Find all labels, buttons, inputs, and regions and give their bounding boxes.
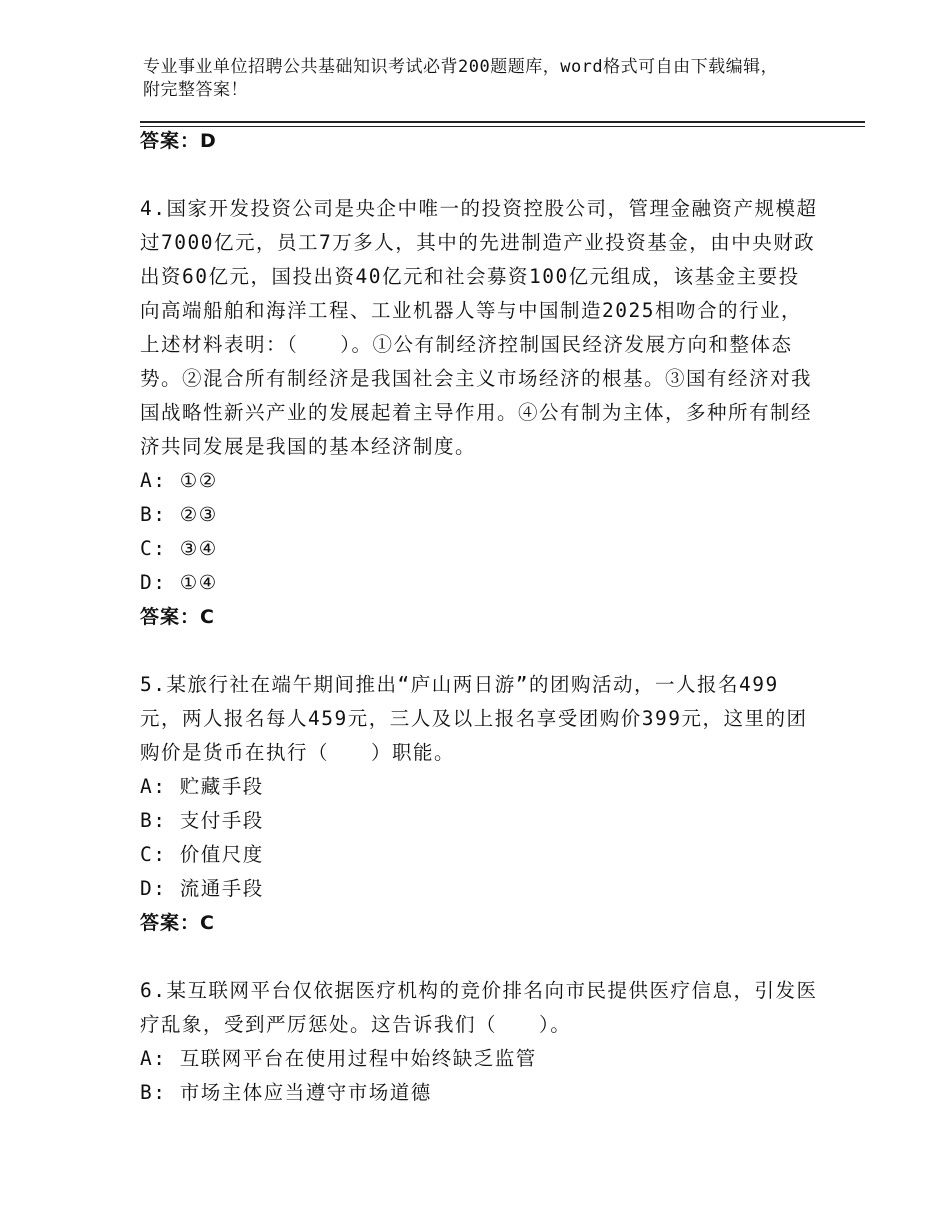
option-b: B: 市场主体应当遵守市场道德 (140, 1081, 432, 1104)
option-d: D: ①④ (140, 571, 218, 594)
option-d: D: 流通手段 (140, 877, 264, 900)
header-divider (140, 121, 865, 123)
option-c: C: 价值尺度 (140, 843, 264, 866)
option-b: B: 支付手段 (140, 809, 264, 832)
spacer (140, 158, 820, 192)
document-body (140, 124, 820, 1110)
page-header (143, 56, 793, 102)
option-c: C: ③④ (140, 537, 218, 560)
option-b: B: ②③ (140, 503, 218, 526)
question-text: 6.某互联网平台仅依据医疗机构的竞价排名向市民提供医疗信息，引发医疗乱象，受到严厉惩处。这告诉我们（ ）。 (140, 979, 818, 1036)
spacer (140, 634, 820, 668)
answer: 答案：C (140, 606, 215, 628)
option-a: A: 互联网平台在使用过程中始终缺乏监管 (140, 1047, 537, 1070)
answer: 答案：C (140, 912, 215, 934)
question-6 (140, 974, 820, 1110)
question-4 (140, 192, 820, 634)
document-title: 专业事业单位招聘公共基础知识考试必背200题题库，word格式可自由下载编辑，附完整答案！ (143, 57, 779, 100)
option-a: A: ①② (140, 469, 218, 492)
answer-prev: 答案：D (140, 130, 217, 152)
option-a: A: 贮藏手段 (140, 775, 264, 798)
question-text: 5.某旅行社在端午期间推出“庐山两日游”的团购活动，一人报名499元，两人报名每人459元，三人及以上报名享受团购价399元，这里的团购价是货币在执行（ ）职能。 (140, 673, 808, 764)
spacer (140, 940, 820, 974)
question-text: 4.国家开发投资公司是央企中唯一的投资控股公司，管理金融资产规模超过7000亿元，员工7万多人，其中的先进制造产业投资基金，由中央财政出资60亿元，国投出资40亿元和社会募资100亿元组成，该基金主要投向高端船舶和海洋工程、工业机器人等与中国制造2025相吻合的行业，上述材料表明：（ ）。①公有制经济控制国民经济发展方向和整体态势。②混合所有制经济是我国社会主义市场经济的根基。③国有经济对我国战略性新兴产业的发展起着主导作用。④公有制为主体，多种所有制经济共同发展是我国的基本经济制度。 (140, 197, 818, 458)
question-5 (140, 668, 820, 940)
